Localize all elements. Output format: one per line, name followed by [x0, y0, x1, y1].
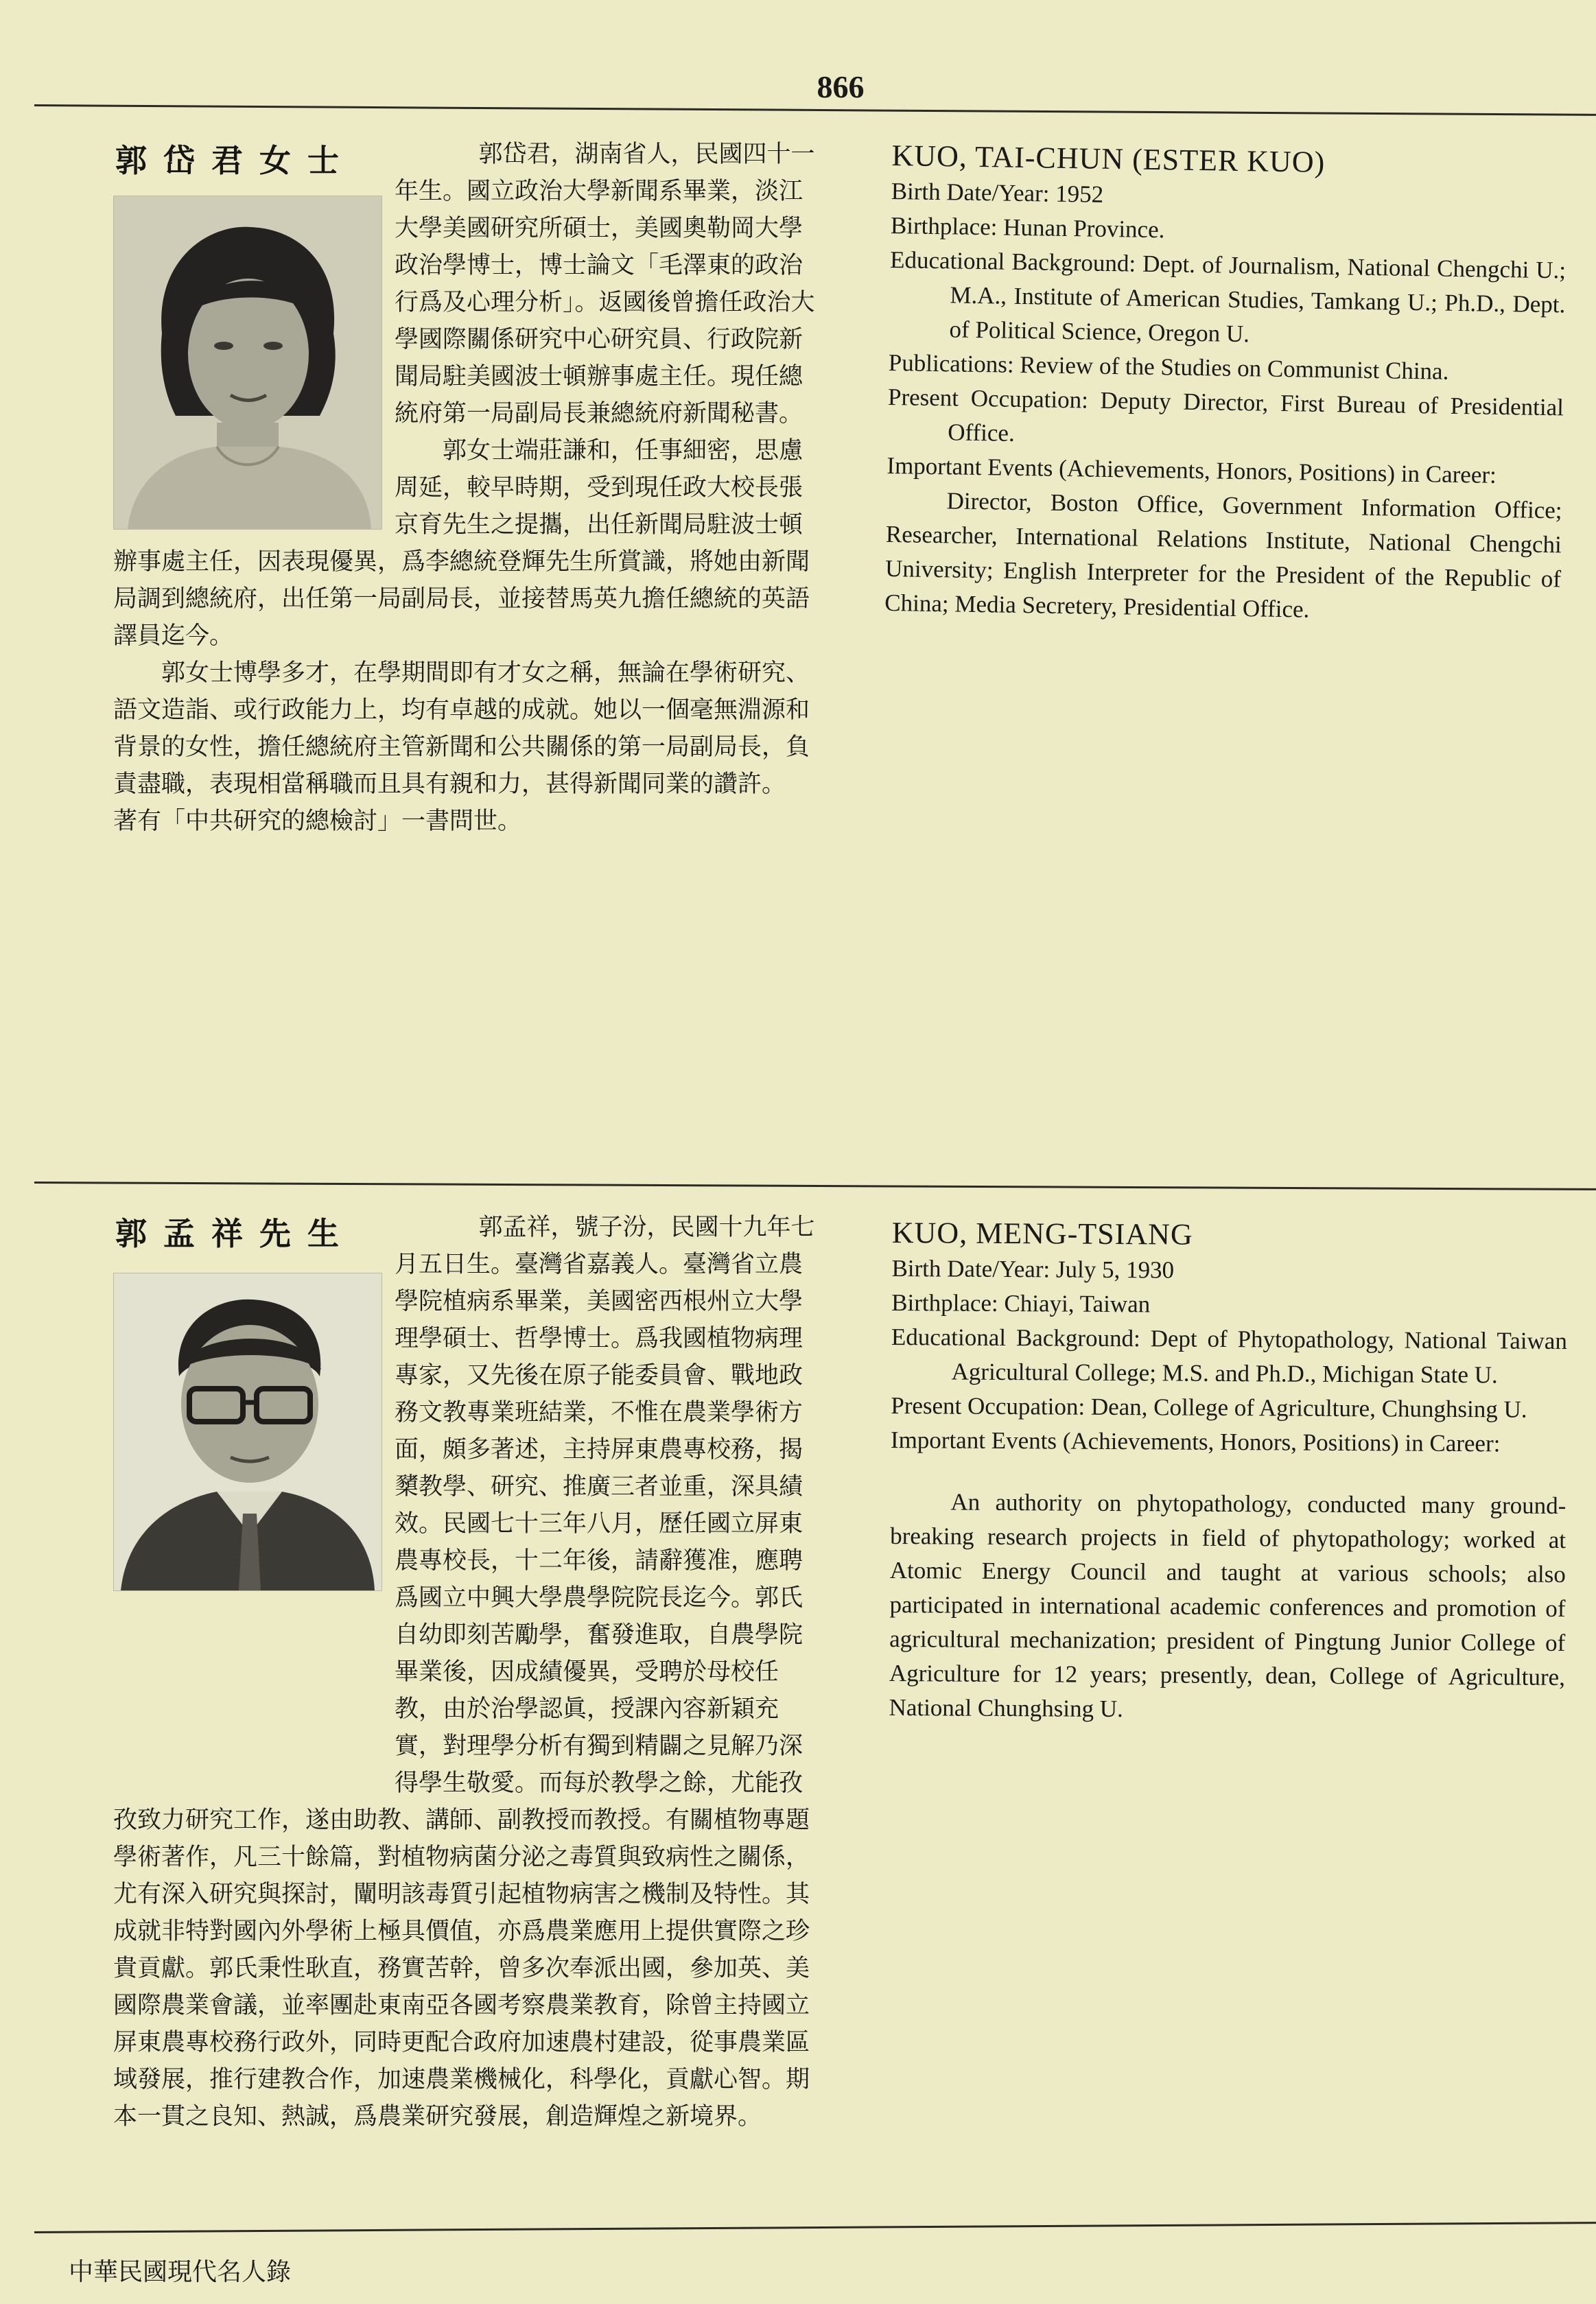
footer-rule: [34, 2222, 1596, 2233]
field-label: Present Occupation:: [887, 383, 1089, 414]
field-row: [891, 1251, 1567, 1290]
bio-paragraph: 著有「中共研究的總檢討」一書問世。: [113, 808, 522, 835]
bio-zh: [113, 136, 820, 840]
entry-name-en: KUO, MENG-TSIANG: [891, 1216, 1193, 1251]
english-entry: [884, 137, 1568, 631]
field-label: Birth Date/Year:: [891, 177, 1050, 207]
field-value: Dept of Phytopathology, National Taiwan Agricultural College; M.S. and Ph.D., Michigan State U.: [951, 1325, 1568, 1389]
field-row: [889, 243, 1566, 356]
field-row: [891, 1389, 1566, 1427]
field-row: [887, 380, 1564, 459]
bio-paragraph: 郭女士端莊謙和，任事細密，思慮周延，較早時期，受到現任政大校長張京育先生之提攜，出任新聞局駐波士頓辦事處主任，因表現優異，爲李總統登輝先生所賞識，將她由新聞局調到總統府，出任第一局副局長，並接替馬英九擔任總統的英語譯員迄今。: [113, 437, 810, 650]
english-entry: [889, 1214, 1568, 1729]
field-label: Publications:: [888, 349, 1014, 378]
field-row: [891, 1320, 1567, 1393]
bio-paragraph: 郭女士博學多才，在學期間即有才女之稱，無論在學術研究、語文造詣、或行政能力上，均有卓越的成就。她以一個毫無淵源和背景的女性，擔任總統府主管新聞和公共關係的第一局副局長，負責盡職，表現相當稱職而且具有親和力，甚得新聞同業的讚許。: [113, 659, 810, 798]
field-value: 1952: [1055, 180, 1104, 208]
entry-name-zh: 郭孟祥先生: [115, 1215, 355, 1252]
bio-zh: [113, 1209, 820, 2135]
field-label: Birthplace:: [890, 211, 998, 241]
field-row: [891, 1423, 1566, 1461]
field-label: Educational Background:: [891, 1323, 1140, 1352]
field-value: Dean, College of Agriculture, Chunghsing U.: [1090, 1393, 1527, 1423]
events-paragraph: Director, Boston Office, Government Information Office; Researcher, International Relations Institute, National Chengchi University; English Interpreter for the President of the Republic of China; Media Secretery, Presidential Office.: [884, 487, 1562, 623]
bio-paragraph: 郭孟祥，號子汾，民國十九年七月五日生。臺灣省嘉義人。臺灣省立農學院植病系畢業，美國密西根州立大學理學碩士、哲學博士。爲我國植物病理專家，又先後在原子能委員會、戰地政務文教專業班結業，不惟在農業學術方面，頗多著述，主持屏東農專校務，揭櫫教學、研究、推廣三者並重，深具績效。民國七十三年八月，歷任國立屏東農專校長，十二年後，請辭獲准，應聘爲國立中興大學農學院院長迄今。郭氏自幼即刻苦勵學，奮發進取，自農學院畢業後，因成績優異，受聘於母校任教，由於治學認眞，授課內容新穎充實，對理學分析有獨到精闢之見解乃深得學生敬愛。而每於教學之餘，尤能孜孜致力研究工作，遂由助教、講師、副教授而教授。有關植物專題學術著作，凡三十餘篇，對植物病菌分泌之毒質與致病性之關係，尤有深入研究與探討，闡明該毒質引起植物病害之機制及特性。其成就非特對國內外學術上極具價值，亦爲農業應用上提供實際之珍貴貢獻。郭氏秉性耿直，務實苦幹，曾多次奉派出國，參加英、美國際農業會議，並率團赴東南亞各國考察農業教育，除曾主持國立屏東農專校務行政外，同時更配合政府加速農村建設，從事農業區域發展，推行建教合作，加速農業機械化，科學化，貢獻心智。期本一貫之良知、熱誠，爲農業研究發展，創造輝煌之新境界。: [113, 1214, 815, 2130]
field-value: Chiayi, Taiwan: [1004, 1290, 1151, 1318]
field-label: Present Occupation:: [891, 1391, 1085, 1420]
entry-name-zh: 郭岱君女士: [115, 142, 355, 179]
field-label: Birth Date/Year:: [891, 1254, 1051, 1283]
footer-title: 中華民國現代名人錄: [69, 2258, 292, 2286]
field-label: Educational Background:: [889, 246, 1136, 277]
field-value: Deputy Director, First Bureau of Presidential Office.: [947, 386, 1564, 447]
events-paragraph: An authority on phytopathology, conducted many ground-breaking research projects in field of phytopathology; worked at Atomic Energy Council and taught at various schools; also participated in international academic conferences and promotion of agricultural mechanization; president of Pingtung Junior College of Agriculture for 12 years; presently, dean, College of Agriculture, National Chunghsing U.: [889, 1488, 1566, 1723]
field-label: Important Events (Achievements, Honors, Positions) in Career:: [890, 1426, 1501, 1457]
page-number: 866: [817, 69, 865, 104]
section-divider: [34, 1182, 1596, 1190]
field-row: [891, 1286, 1567, 1324]
field-value: Hunan Province.: [1002, 213, 1165, 244]
field-value: July 5, 1930: [1055, 1256, 1175, 1284]
bio-paragraph: 郭岱君，湖南省人，民國四十一年生。國立政治大學新聞系畢業，淡江大學美國研究所碩士，美國奧勒岡大學政治學博士，博士論文「毛澤東的政治行爲及心理分析」。返國後曾擔任政治大學國際關係研究中心研究員、行政院新聞局駐美國波士頓辦事處主任。現任總統府第一局副局長兼總統府新聞秘書。: [395, 141, 815, 427]
field-value: Review of the Studies on Communist China.: [1020, 351, 1449, 385]
field-label: Important Events (Achievements, Honors, Positions) in Career:: [887, 451, 1497, 489]
top-rule: [34, 104, 1596, 116]
entry-name-en: KUO, TAI-CHUN (ESTER KUO): [891, 138, 1326, 179]
field-value: Dept. of Journalism, National Chengchi U.; M.A., Institute of American Studies, Tamkang U.; Ph.D., Dept. of Political Science, Oregon U.: [949, 250, 1566, 348]
field-label: Birthplace:: [891, 1289, 998, 1317]
